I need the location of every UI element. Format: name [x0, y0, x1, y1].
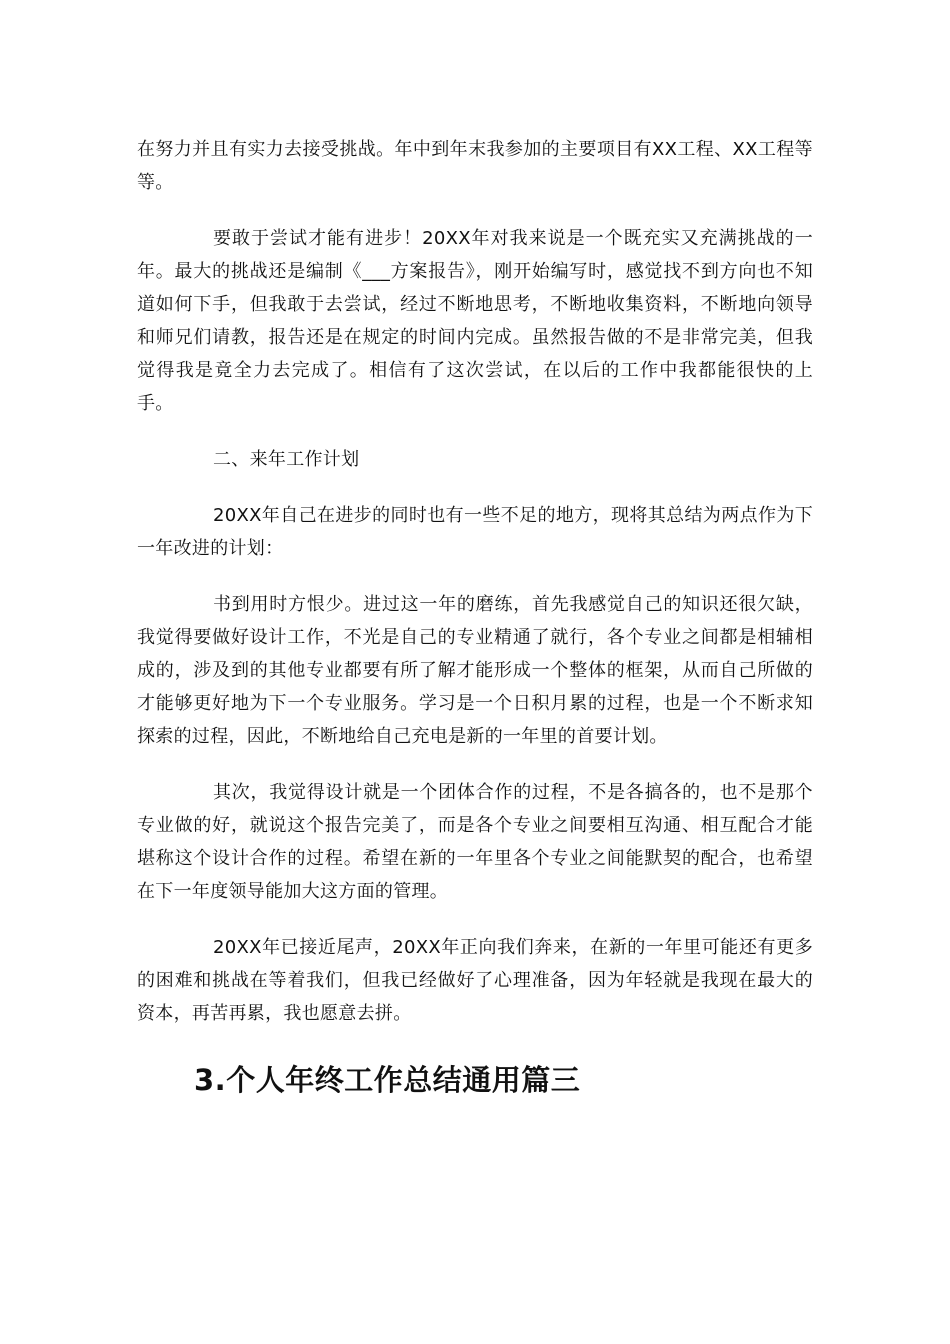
- document-body: [137, 133, 813, 1100]
- paragraph-attempt: 要敢于尝试才能有进步！20XX年对我来说是一个既充实又充满挑战的一年。最大的挑战还是编制《___方案报告》，刚开始编写时，感觉找不到方向也不知道如何下手，但我敢于去尝试，经过不断地思考，不断地收集资料，不断地向领导和师兄们请教，报告还是在规定的时间内完成。虽然报告做的不是非常完美，但我觉得我是竟全力去完成了。相信有了这次尝试，在以后的工作中我都能很快的上手。: [137, 228, 813, 414]
- paragraph-plan-intro: 20XX年自己在进步的同时也有一些不足的地方，现将其总结为两点作为下一年改进的计划：: [137, 505, 813, 559]
- paragraph-closing: 20XX年已接近尾声，20XX年正向我们奔来，在新的一年里可能还有更多的困难和挑战在等着我们，但我已经做好了心理准备，因为年轻就是我现在最大的资本，再苦再累，我也愿意去拼。: [137, 937, 813, 1024]
- paragraph-learning: 书到用时方恨少。进过这一年的磨练，首先我感觉自己的知识还很欠缺，我觉得要做好设计工作，不光是自己的专业精通了就行，各个专业之间都是相辅相成的，涉及到的其他专业都要有所了解才能形成一个整体的框架，从而自己所做的才能够更好地为下一个专业服务。学习是一个日积月累的过程，也是一个不断求知探索的过程，因此，不断地给自己充电是新的一年里的首要计划。: [137, 594, 813, 747]
- paragraph-continuation: 在努力并且有实力去接受挑战。年中到年末我参加的主要项目有XX工程、XX工程等等。: [137, 139, 813, 193]
- section-heading: 3.个人年终工作总结通用篇三: [194, 1063, 581, 1097]
- paragraph-teamwork: 其次，我觉得设计就是一个团体合作的过程，不是各搞各的，也不是那个专业做的好，就说这个报告完美了，而是各个专业之间要相互沟通、相互配合才能堪称这个设计合作的过程。希望在新的一年里各个专业之间能默契的配合，也希望在下一年度领导能加大这方面的管理。: [137, 782, 813, 902]
- subheading-next-year-plan: 二、来年工作计划: [213, 449, 360, 470]
